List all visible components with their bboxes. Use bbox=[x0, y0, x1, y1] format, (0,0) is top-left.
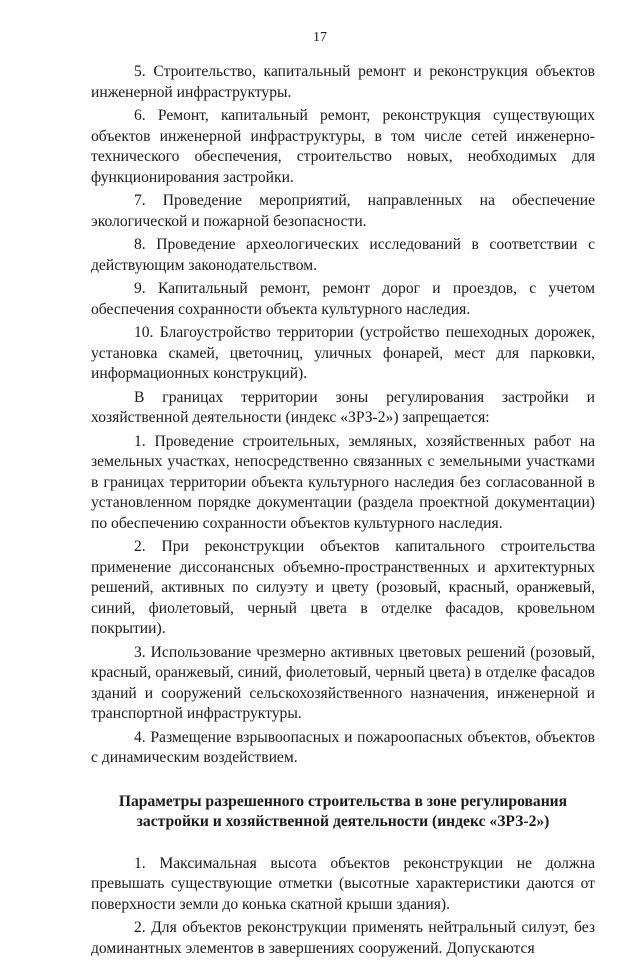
section-heading bbox=[91, 792, 595, 833]
prohibition-item-4: 4. Размещение взрывоопасных и пожароопасных объектов, объектов с динамическим воздействием. bbox=[91, 728, 595, 766]
document-body bbox=[91, 62, 595, 962]
prohibition-item-2: 2. При реконструкции объектов капитального строительства применение диссонансных объемно-пространственных и архитектурных решений, активных по силуэту и цвету (розовый, красный, оранжевый, синий, фиолетовый, черный цвета в отделке фасадов, кровельном покрытии). bbox=[91, 538, 595, 637]
paragraph-item-10: 10. Благоустройство территории (устройство пешеходных дорожек, установка скамей, цветочниц, уличных фонарей, мест для парковки, информационных конструкций). bbox=[91, 324, 595, 382]
section-heading-line-1: Параметры разрешенного строительства в зоне регулирования bbox=[118, 792, 568, 810]
section-heading-line-2: застройки и хозяйственной деятельности (индекс «ЗРЗ-2») bbox=[136, 813, 550, 830]
parameter-item-1: 1. Максимальная высота объектов реконструкции не должна превышать существующие отметки (высотные характеристики даются от поверхности земли до конька скатной крыши здания). bbox=[91, 854, 595, 913]
parameter-item-2: 2. Для объектов реконструкции применять нейтральный силуэт, без доминантных элементов в завершениях сооружений. Допускаются bbox=[91, 919, 595, 957]
paragraph-item-7: 7. Проведение мероприятий, направленных на обеспечение экологической и пожарной безопасности. bbox=[91, 192, 595, 230]
paragraph-item-5: 5. Строительство, капитальный ремонт и реконструкция объектов инженерной инфраструктуры. bbox=[91, 63, 595, 101]
prohibition-item-1: 1. Проведение строительных, земляных, хозяйственных работ на земельных участках, непосредственно связанных с земельными участками в границах территории объекта культурного наследия без согласованной в установленном порядке документации (раздела проектной документации) по обеспечению сохранности объектов культурного наследия. bbox=[91, 432, 595, 532]
prohibition-item-3: 3. Использование чрезмерно активных цветовых решений (розовый, красный, оранжевый, синий, фиолетовый, черный цвета) в отделке фасадов зданий и сооружений сельскохозяйственного назначения, инженерной и транспортной инфраструктуры. bbox=[91, 643, 595, 722]
paragraph-item-9: 9. Капитальный ремонт, ремонт дорог и проездов, с учетом обеспечения сохранности объекта культурного наследия. bbox=[91, 280, 595, 318]
prohibitions-intro: В границах территории зоны регулирования застройки и хозяйственной деятельности (индекс «ЗРЗ-2») запрещается: bbox=[91, 388, 595, 426]
paragraph-item-6: 6. Ремонт, капитальный ремонт, реконструкция существующих объектов инженерной инфраструктуры, в том числе сетей инженерно-технического обеспечения, строительство новых, необходимых для функционирования застройки. bbox=[91, 107, 595, 186]
paragraph-item-8: 8. Проведение археологических исследований в соответствии с действующим законодательством. bbox=[91, 236, 595, 274]
page-number: 17 bbox=[313, 30, 327, 45]
